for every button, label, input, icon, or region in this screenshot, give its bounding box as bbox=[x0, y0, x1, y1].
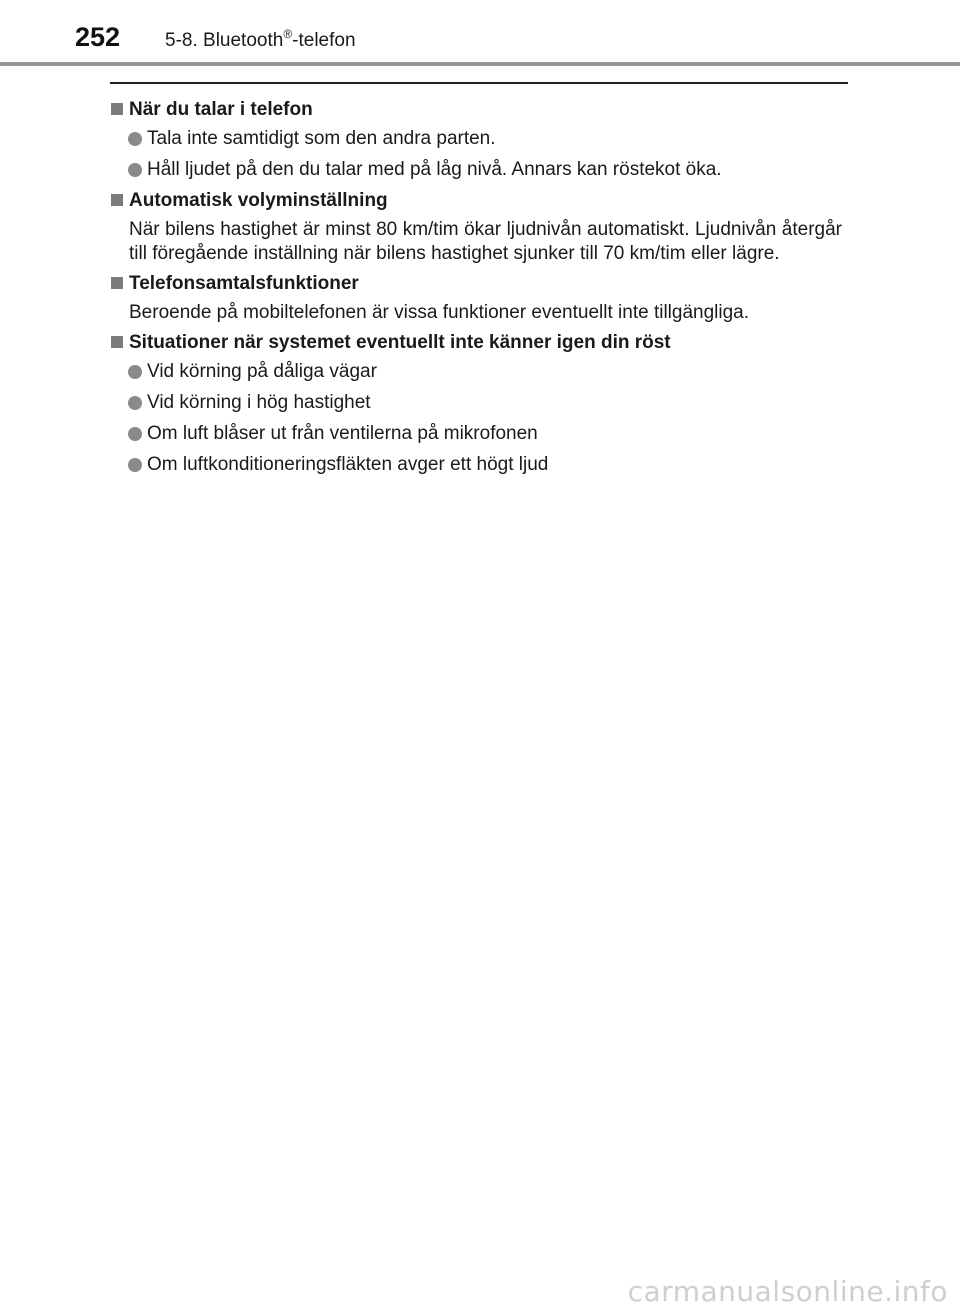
section-heading bbox=[110, 272, 842, 296]
section-title-suffix: -telefon bbox=[292, 30, 356, 51]
circle-bullet-icon bbox=[128, 427, 142, 441]
heading-text: Telefonsamtalsfunktioner bbox=[129, 273, 359, 294]
section-heading bbox=[110, 331, 842, 355]
registered-mark: ® bbox=[283, 27, 293, 41]
circle-bullet-icon bbox=[128, 458, 142, 472]
watermark-link[interactable]: carmanualsonline.info bbox=[627, 1275, 948, 1308]
circle-bullet-icon bbox=[128, 365, 142, 379]
list-item-text: Håll ljudet på den du talar med på låg nivå. Annars kan röstekot öka. bbox=[147, 159, 722, 180]
circle-bullet-icon bbox=[128, 163, 142, 177]
section-paragraph: Beroende på mobiltelefonen är vissa funktioner eventuellt inte tillgängliga. bbox=[129, 302, 750, 323]
circle-bullet-icon bbox=[128, 396, 142, 410]
list-item bbox=[110, 391, 842, 415]
section-paragraph: När bilens hastighet är minst 80 km/tim ökar ljudnivån automatiskt. Ljudnivån återgår till föregående inställning när bilens hastighet sjunker till 70 km/tim eller lägre. bbox=[129, 219, 842, 264]
list-item bbox=[110, 360, 842, 384]
heading-text: Situationer när systemet eventuellt inte känner igen din röst bbox=[129, 332, 671, 353]
page-header bbox=[0, 0, 960, 64]
square-bullet-icon bbox=[111, 103, 123, 115]
list-item-text: Tala inte samtidigt som den andra parten. bbox=[147, 128, 496, 149]
section-title bbox=[165, 27, 356, 52]
list-item bbox=[110, 422, 842, 446]
square-bullet-icon bbox=[111, 277, 123, 289]
list-item-text: Vid körning på dåliga vägar bbox=[147, 361, 377, 382]
list-item-text: Vid körning i hög hastighet bbox=[147, 392, 371, 413]
circle-bullet-icon bbox=[128, 132, 142, 146]
list-item bbox=[110, 453, 842, 477]
page-content bbox=[110, 92, 842, 484]
list-item-text: Om luftkonditioneringsfläkten avger ett högt ljud bbox=[147, 454, 549, 475]
square-bullet-icon bbox=[111, 194, 123, 206]
section-heading bbox=[110, 189, 842, 213]
section-title-prefix: 5-8. Bluetooth bbox=[165, 30, 284, 51]
section-heading bbox=[110, 98, 842, 122]
heading-text: Automatisk volyminställning bbox=[129, 190, 388, 211]
heading-text: När du talar i telefon bbox=[129, 99, 313, 120]
page-number: 252 bbox=[75, 22, 121, 52]
list-item bbox=[110, 158, 842, 182]
list-item-text: Om luft blåser ut från ventilerna på mikrofonen bbox=[147, 423, 538, 444]
content-top-rule bbox=[110, 82, 848, 84]
square-bullet-icon bbox=[111, 336, 123, 348]
header-rule bbox=[0, 62, 960, 66]
list-item bbox=[110, 127, 842, 151]
